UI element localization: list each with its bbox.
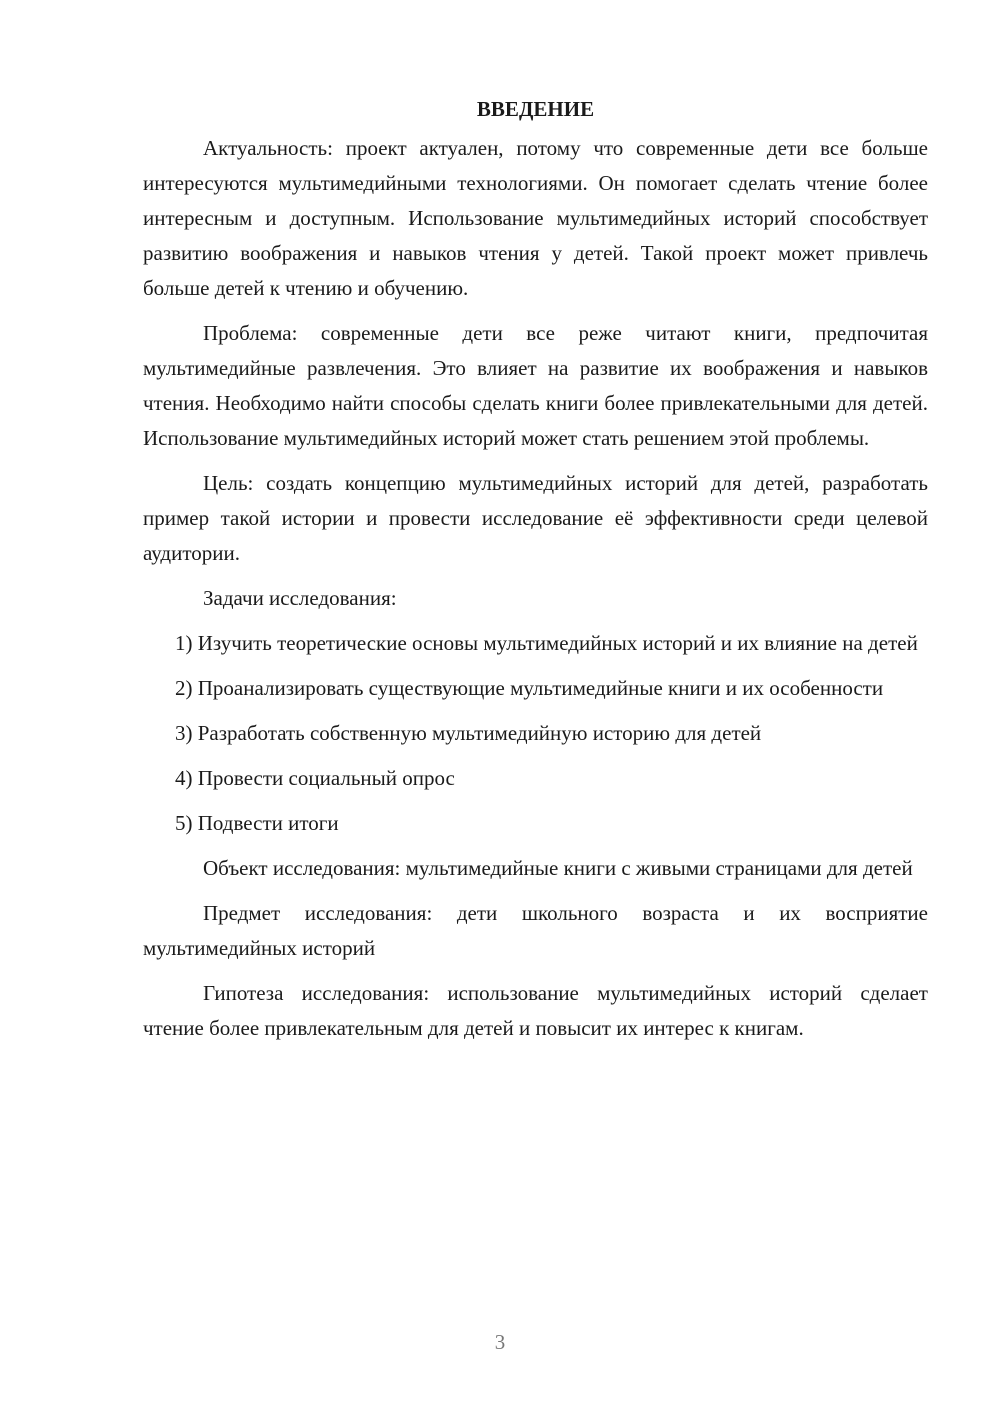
paragraph-problem: Проблема: современные дети все реже читают книги, предпочитая мультимедийные развлечения. Это влияет на развитие их воображения и навыков чтения. Необходимо найти способы сделать книги более привлекательными для детей. Использование мультимедийных историй может стать решением этой проблемы.	[143, 321, 928, 450]
page-title: ВВЕДЕНИЕ	[476, 97, 595, 121]
page-number: 3	[494, 1330, 506, 1354]
paragraph-subject: Предмет исследования: дети школьного возраста и их восприятие мультимедийных историй	[143, 901, 928, 960]
task-item-5: 5) Подвести итоги	[175, 811, 339, 835]
paragraph-relevance: Актуальность: проект актуален, потому что современные дети все больше интересуются мультимедийными технологиями. Он помогает сделать чтение более интересным и доступным. Использование мультимедийных историй способствует развитию воображения и навыков чтения у детей. Такой проект может привлечь больше детей к чтению и обучению.	[143, 136, 928, 300]
paragraph-goal: Цель: создать концепцию мультимедийных историй для детей, разработать пример такой истории и провести исследование её эффективности среди целевой аудитории.	[143, 471, 928, 565]
task-item-1: 1) Изучить теоретические основы мультимедийных историй и их влияние на детей	[175, 631, 918, 655]
paragraph-hypothesis: Гипотеза исследования: использование мультимедийных историй сделает чтение более привлекательным для детей и повысит их интерес к книгам.	[143, 981, 928, 1040]
tasks-list	[143, 626, 928, 841]
tasks-heading: Задачи исследования:	[203, 586, 397, 610]
task-item-3: 3) Разработать собственную мультимедийную историю для детей	[175, 721, 762, 745]
document-page	[143, 92, 928, 1056]
paragraph-object: Объект исследования: мультимедийные книги с живыми страницами для детей	[203, 856, 913, 880]
task-item-2: 2) Проанализировать существующие мультимедийные книги и их особенности	[175, 676, 884, 700]
task-item-4: 4) Провести социальный опрос	[175, 766, 455, 790]
